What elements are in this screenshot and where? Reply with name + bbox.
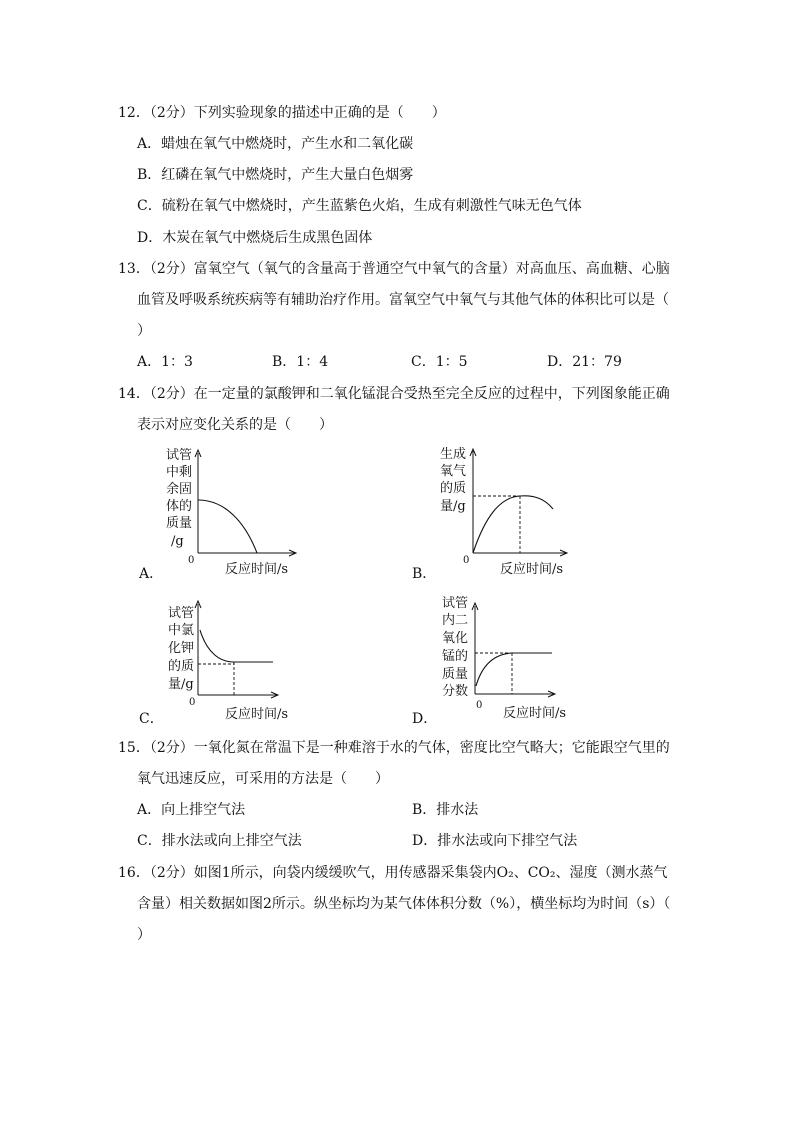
graph-c-curve	[200, 630, 273, 662]
graph-a-xlabel: 反应时间/s	[225, 562, 289, 577]
graph-a-ylabel-3: 余固	[166, 482, 193, 497]
q14-option-d[interactable]: D．	[412, 711, 438, 727]
graph-a-plot	[185, 447, 300, 562]
q13-stem-line1: 13．（2分）富氧空气（氧气的含量高于普通空气中氧气的含量）对高血压、高血糖、心脑	[118, 261, 670, 277]
graph-c-origin: 0	[189, 697, 196, 708]
q15-option-d[interactable]: D．排水法或向下排空气法	[412, 833, 578, 849]
graph-b-ylabel-1: 生成	[440, 447, 467, 462]
graph-c-ylabel-1: 试管	[168, 606, 195, 621]
graph-d-xlabel: 反应时间/s	[503, 706, 567, 721]
q14-stem-line2: 表示对应变化关系的是（ ）	[137, 417, 333, 433]
q12-option-b[interactable]: B．红磷在氧气中燃烧时，产生大量白色烟雾	[137, 167, 414, 183]
q12-option-c[interactable]: C．硫粉在氧气中燃烧时，产生蓝紫色火焰，生成有刺激性气味无色气体	[137, 198, 582, 214]
graph-b-origin: 0	[463, 555, 470, 566]
graph-b-ylabel-2: 氧气	[440, 464, 467, 479]
graph-a-ylabel-4: 体的	[166, 499, 193, 514]
q12-stem: 12．（2分）下列实验现象的描述中正确的是（ ）	[118, 105, 446, 121]
graph-d-curve	[476, 653, 552, 686]
graph-d-plot	[462, 600, 562, 702]
graph-c-ylabel-3: 化钾	[168, 641, 195, 656]
q13-option-a[interactable]: A．1：3	[137, 354, 193, 370]
graph-d-ylabel-2: 内二	[442, 613, 469, 628]
graph-c-xlabel: 反应时间/s	[225, 707, 289, 722]
q15-option-b[interactable]: B．排水法	[412, 802, 479, 818]
graph-b-plot	[460, 447, 575, 562]
graph-b-xlabel: 反应时间/s	[500, 562, 564, 577]
graph-d-origin: 0	[476, 700, 483, 711]
q15-option-a[interactable]: A．向上排空气法	[137, 802, 246, 818]
graph-b-ylabel-3: 的质	[440, 481, 467, 496]
graph-b-ylabel-4: 量/g	[440, 499, 466, 514]
q13-option-d[interactable]: D．21：79	[547, 354, 622, 370]
graph-d-ylabel-6: 分数	[442, 684, 469, 699]
graph-a-ylabel-1: 试管	[166, 448, 193, 463]
graph-d-ylabel-3: 氧化	[442, 631, 469, 646]
q13-option-c[interactable]: C．1：5	[411, 354, 468, 370]
q14-option-a[interactable]: A．	[139, 566, 164, 582]
graph-d-ylabel-4: 锰的	[442, 649, 469, 664]
graph-a-ylabel-6: /g	[171, 534, 184, 549]
q12-option-d[interactable]: D．木炭在氧气中燃烧后生成黑色固体	[137, 230, 373, 246]
q16-stem-line2: 含量）相关数据如图2所示。纵坐标均为某气体体积分数（%），横坐标均为时间（s）（	[137, 896, 671, 912]
graph-a-ylabel-2: 中剩	[166, 465, 193, 480]
q15-stem-line1: 15．（2分）一氧化氮在常温下是一种难溶于水的气体，密度比空气略大；它能跟空气里的	[118, 740, 670, 756]
graph-c-ylabel-5: 量/g	[168, 677, 194, 692]
graph-d-ylabel-5: 质量	[442, 667, 469, 682]
q13-stem-line3: ）	[137, 323, 151, 339]
graph-c-ylabel-2: 中氯	[168, 623, 195, 638]
q12-option-a[interactable]: A．蜡烛在氧气中燃烧时，产生水和二氧化碳	[137, 136, 414, 152]
q15-stem-line2: 氧气迅速反应，可采用的方法是（ ）	[137, 771, 389, 787]
q16-stem-line1: 16．（2分）如图1所示，向袋内缓缓吹气，用传感器采集袋内O₂、CO₂、湿度（测水蒸气	[118, 865, 668, 881]
graph-a-ylabel-5: 质量	[166, 516, 193, 531]
graph-b-curve	[473, 496, 553, 553]
q14-option-b[interactable]: B．	[412, 566, 437, 582]
graph-d-ylabel-1: 试管	[442, 596, 469, 611]
graph-a-origin: 0	[188, 555, 195, 566]
graph-c-plot	[185, 598, 285, 703]
q14-option-c[interactable]: C．	[139, 711, 164, 727]
q16-stem-line3: ）	[137, 927, 151, 943]
graph-c-ylabel-4: 的质	[168, 659, 195, 674]
q13-stem-line2: 血管及呼吸系统疾病等有辅助治疗作用。富氧空气中氧气与其他气体的体积比可以是（	[137, 292, 669, 308]
q13-option-b[interactable]: B．1：4	[272, 354, 329, 370]
graph-a-curve	[198, 500, 257, 553]
q14-stem-line1: 14．（2分）在一定量的氯酸钾和二氧化锰混合受热至完全反应的过程中，下列图象能正确	[118, 386, 670, 402]
q15-option-c[interactable]: C．排水法或向上排空气法	[137, 833, 302, 849]
